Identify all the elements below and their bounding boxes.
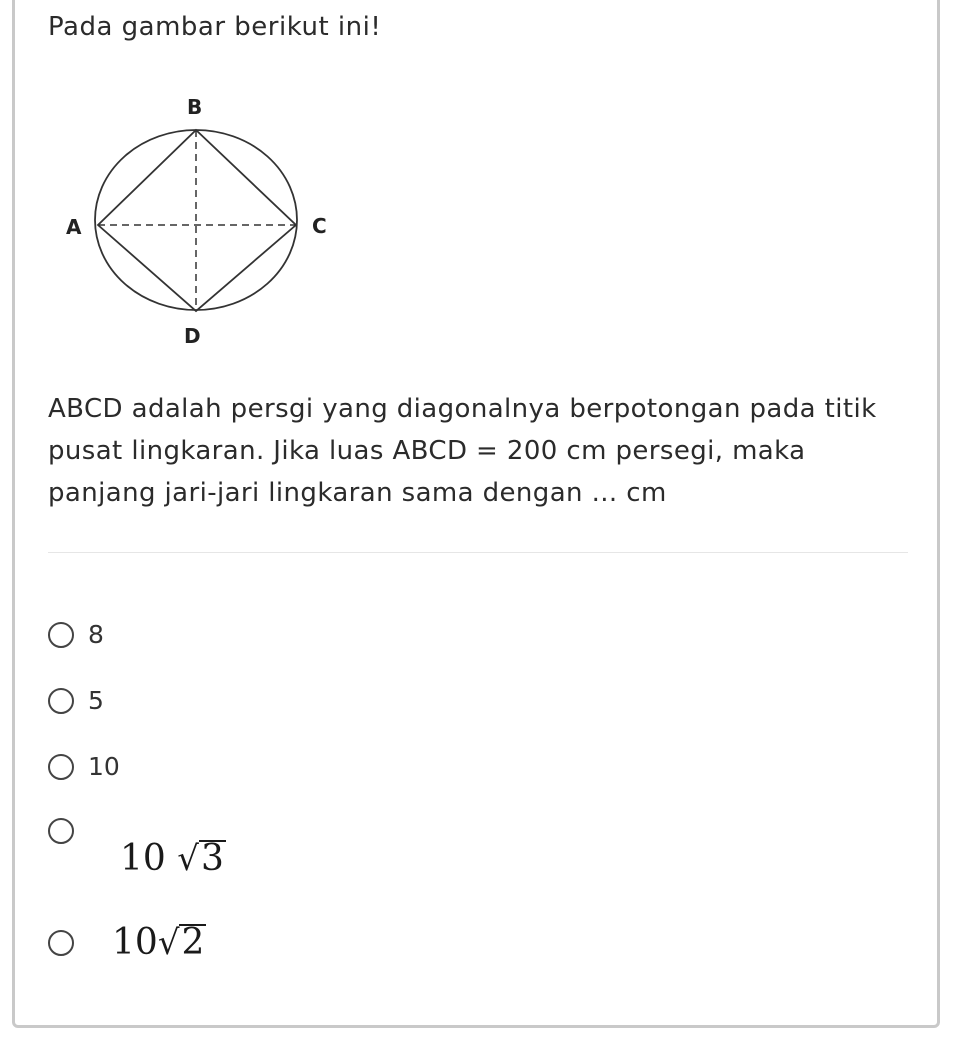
label-d: D — [184, 324, 201, 348]
option-1-label: 8 — [88, 620, 104, 649]
option-4-radicand: 3 — [200, 838, 224, 879]
option-2-label: 5 — [88, 686, 104, 715]
option-5-coef: 10 — [112, 922, 158, 963]
option-3-label: 10 — [88, 752, 120, 781]
label-a: A — [66, 215, 82, 239]
option-4-math — [120, 838, 226, 879]
option-3-radio[interactable] — [48, 754, 74, 780]
divider — [48, 552, 908, 553]
option-4-sqrt: √3 — [177, 838, 224, 879]
label-b: B — [187, 95, 203, 119]
option-5-sqrt: √2 — [157, 922, 205, 963]
option-5-radio[interactable] — [48, 930, 74, 956]
label-c: C — [312, 214, 327, 238]
prompt-text: Pada gambar berikut ini! — [48, 12, 382, 42]
option-4-coef: 10 — [120, 838, 166, 879]
option-1-radio[interactable] — [48, 622, 74, 648]
option-5-radicand: 2 — [181, 922, 205, 963]
option-4-radio[interactable] — [48, 818, 74, 844]
circle-square-figure — [56, 88, 356, 358]
option-2-radio[interactable] — [48, 688, 74, 714]
question-text: ABCD adalah persgi yang diagonalnya berpotongan pada titik pusat lingkaran. Jika luas ABCD = 200 cm persegi, maka panjang jari-jari lingkaran sama dengan ... cm — [48, 394, 877, 508]
option-5-math — [112, 922, 206, 963]
